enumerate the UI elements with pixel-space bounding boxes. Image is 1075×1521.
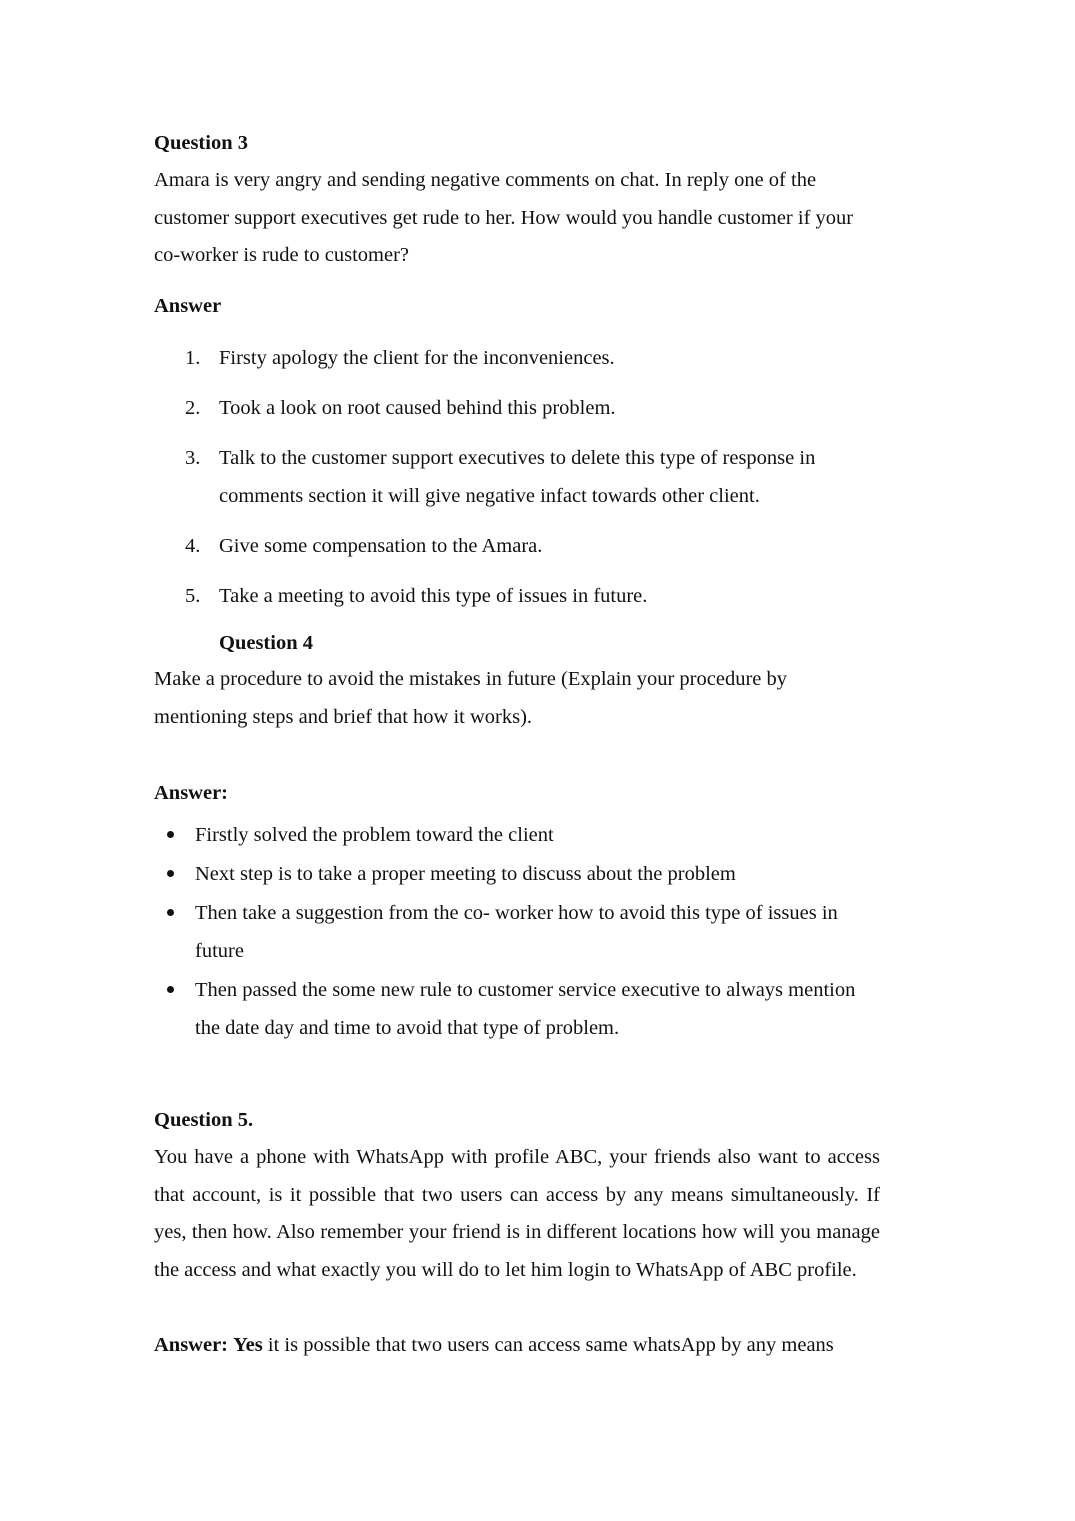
question-5-heading: Question 5.: [154, 1109, 254, 1131]
question-4-answer-label: Answer:: [154, 782, 229, 804]
list-item: [154, 971, 864, 1047]
bullet-icon: [167, 909, 174, 916]
bullet-icon: [167, 870, 174, 877]
list-item: [154, 440, 874, 515]
question-3-text: Amara is very angry and sending negative comments on chat. In reply one of the customer support executives get rude to her. How would you handle customer if your co-worker is rude to customer?: [154, 169, 854, 266]
list-item: [154, 340, 874, 378]
list-item: [154, 894, 864, 970]
list-item: [154, 528, 874, 566]
question-4-heading: Question 4: [219, 632, 313, 654]
question-3-answer-label: Answer: [154, 295, 222, 317]
question-4-text: Make a procedure to avoid the mistakes in future (Explain your procedure by mentioning steps and brief that how it works).: [154, 668, 788, 728]
question-3-heading: Question 3: [154, 132, 248, 154]
list-item-number: 3.: [185, 447, 201, 469]
list-item: [154, 578, 874, 616]
question-5-text: You have a phone with WhatsApp with profile ABC, your friends also want to access that account, is it possible that two users can access by any means simultaneously. If yes, then how. Also remember your friend is in different locations how will you manage the access and what exactly you will do to let him login to WhatsApp of ABC profile.: [154, 1146, 880, 1281]
list-item-text: Firsty apology the client for the inconveniences.: [219, 347, 615, 369]
list-item-text: Then take a suggestion from the co- worker how to avoid this type of issues in future: [195, 902, 838, 962]
list-item: [154, 390, 874, 428]
list-item-number: 1.: [185, 347, 201, 369]
list-item-number: 2.: [185, 397, 201, 419]
bullet-icon: [167, 986, 174, 993]
list-item-text: Next step is to take a proper meeting to discuss about the problem: [195, 863, 736, 885]
question-5-answer: [154, 1327, 880, 1365]
question-5-answer-label: Answer:: [154, 1334, 229, 1356]
list-item-text: Give some compensation to the Amara.: [219, 534, 543, 557]
question-4-answer-list: [154, 816, 864, 1048]
bullet-icon: [167, 831, 174, 838]
list-item-number: 5.: [185, 584, 201, 607]
list-item-text: Firstly solved the problem toward the client: [195, 824, 554, 846]
list-item-number: 4.: [185, 534, 201, 557]
question-5-answer-text: it is possible that two users can access same whatsApp by any means: [267, 1334, 834, 1356]
list-item: [154, 855, 864, 893]
list-item-text: Talk to the customer support executives to delete this type of response in comments section it will give negative infact towards other client.: [219, 447, 816, 507]
list-item-text: Then passed the some new rule to customer service executive to always mention the date day and time to avoid that type of problem.: [195, 979, 856, 1039]
list-item-text: Take a meeting to avoid this type of issues in future.: [219, 584, 648, 607]
list-item-text: Took a look on root caused behind this problem.: [219, 397, 616, 419]
question-5-answer-yes: Yes: [233, 1334, 263, 1356]
list-item: [154, 816, 864, 854]
question-3-answer-list: [154, 340, 874, 628]
